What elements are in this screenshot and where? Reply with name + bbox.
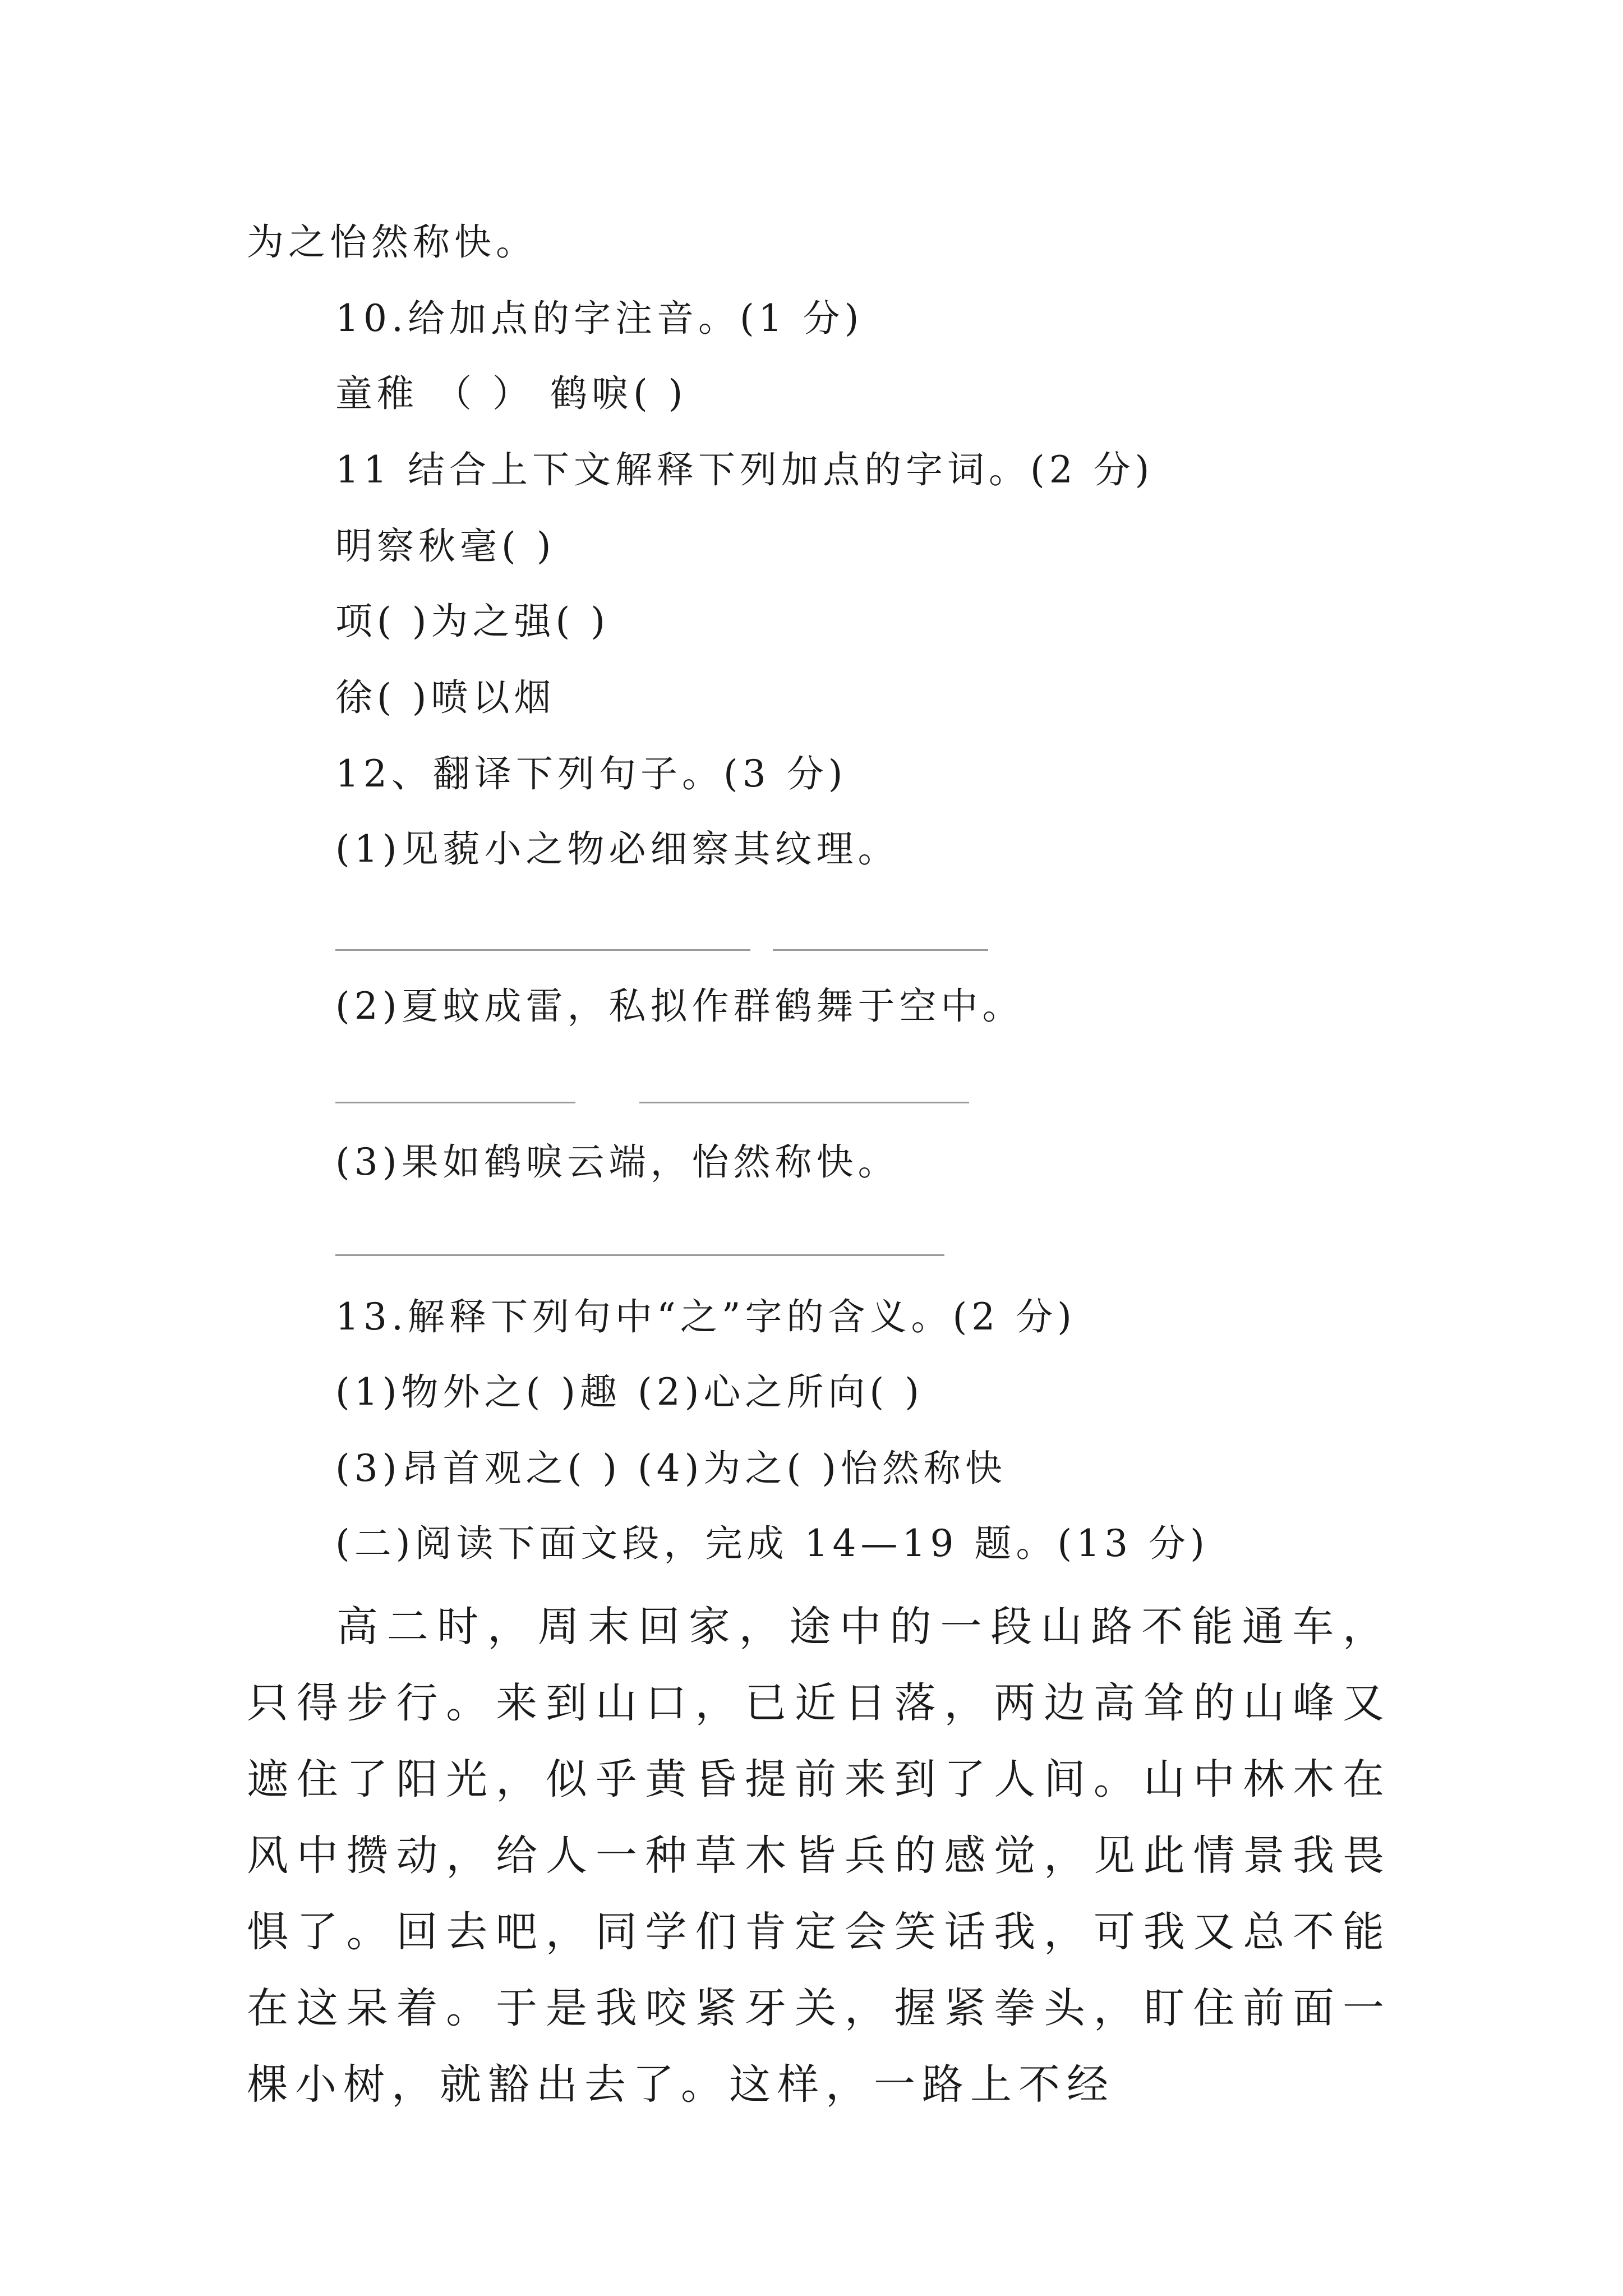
answer-line <box>335 1102 575 1103</box>
reading-passage: 高二时，周末回家，途中的一段山路不能通车，只得步行。来到山口，已近日落，两边高耸的山峰又遮住了阳光，似乎黄昏提前来到了人间。山中林木在风中攒动，给人一种草木皆兵的感觉，见此情景我畏惧了。回去吧，同学们肯定会笑话我，可我又总不能在这呆着。于是我咬紧牙关，握紧拳头，盯住前面一棵小树，就豁出去了。这样，一路上不经 <box>247 1603 1391 2109</box>
question-10-items: 童稚 （ ） 鹤唳( ) <box>335 372 688 415</box>
answer-line <box>773 949 988 951</box>
question-10: 10.给加点的字注音。(1 分) <box>335 297 864 340</box>
answer-line <box>335 1254 944 1256</box>
question-11: 11 结合上下文解释下列加点的字词。(2 分) <box>335 448 1154 491</box>
answer-line <box>335 949 750 951</box>
question-13: 13.解释下列句中“之”字的含义。(2 分) <box>335 1295 1076 1338</box>
question-12-sentence-2: (2)夏蚊成雷，私拟作群鹤舞于空中。 <box>335 984 1024 1028</box>
question-11-item-1: 明察秋毫( ) <box>335 524 556 568</box>
question-11-item-3: 徐( )喷以烟 <box>335 676 556 719</box>
question-13-items-2: (3)昂首观之( ) (4)为之( )怡然称快 <box>335 1447 1007 1490</box>
question-13-items-1: (1)物外之( )趣 (2)心之所向( ) <box>335 1370 924 1414</box>
section-heading: (二)阅读下面文段，完成 14—19 题。(13 分) <box>335 1522 1209 1565</box>
question-12-sentence-1: (1)见藐小之物必细察其纹理。 <box>335 827 900 871</box>
text-line-1: 为之怡然称快。 <box>247 220 537 264</box>
question-12: 12、翻译下列句子。(3 分) <box>335 752 847 795</box>
question-11-item-2: 项( )为之强( ) <box>335 600 610 643</box>
question-12-sentence-3: (3)果如鹤唳云端，怡然称快。 <box>335 1140 900 1184</box>
answer-line <box>639 1102 969 1103</box>
